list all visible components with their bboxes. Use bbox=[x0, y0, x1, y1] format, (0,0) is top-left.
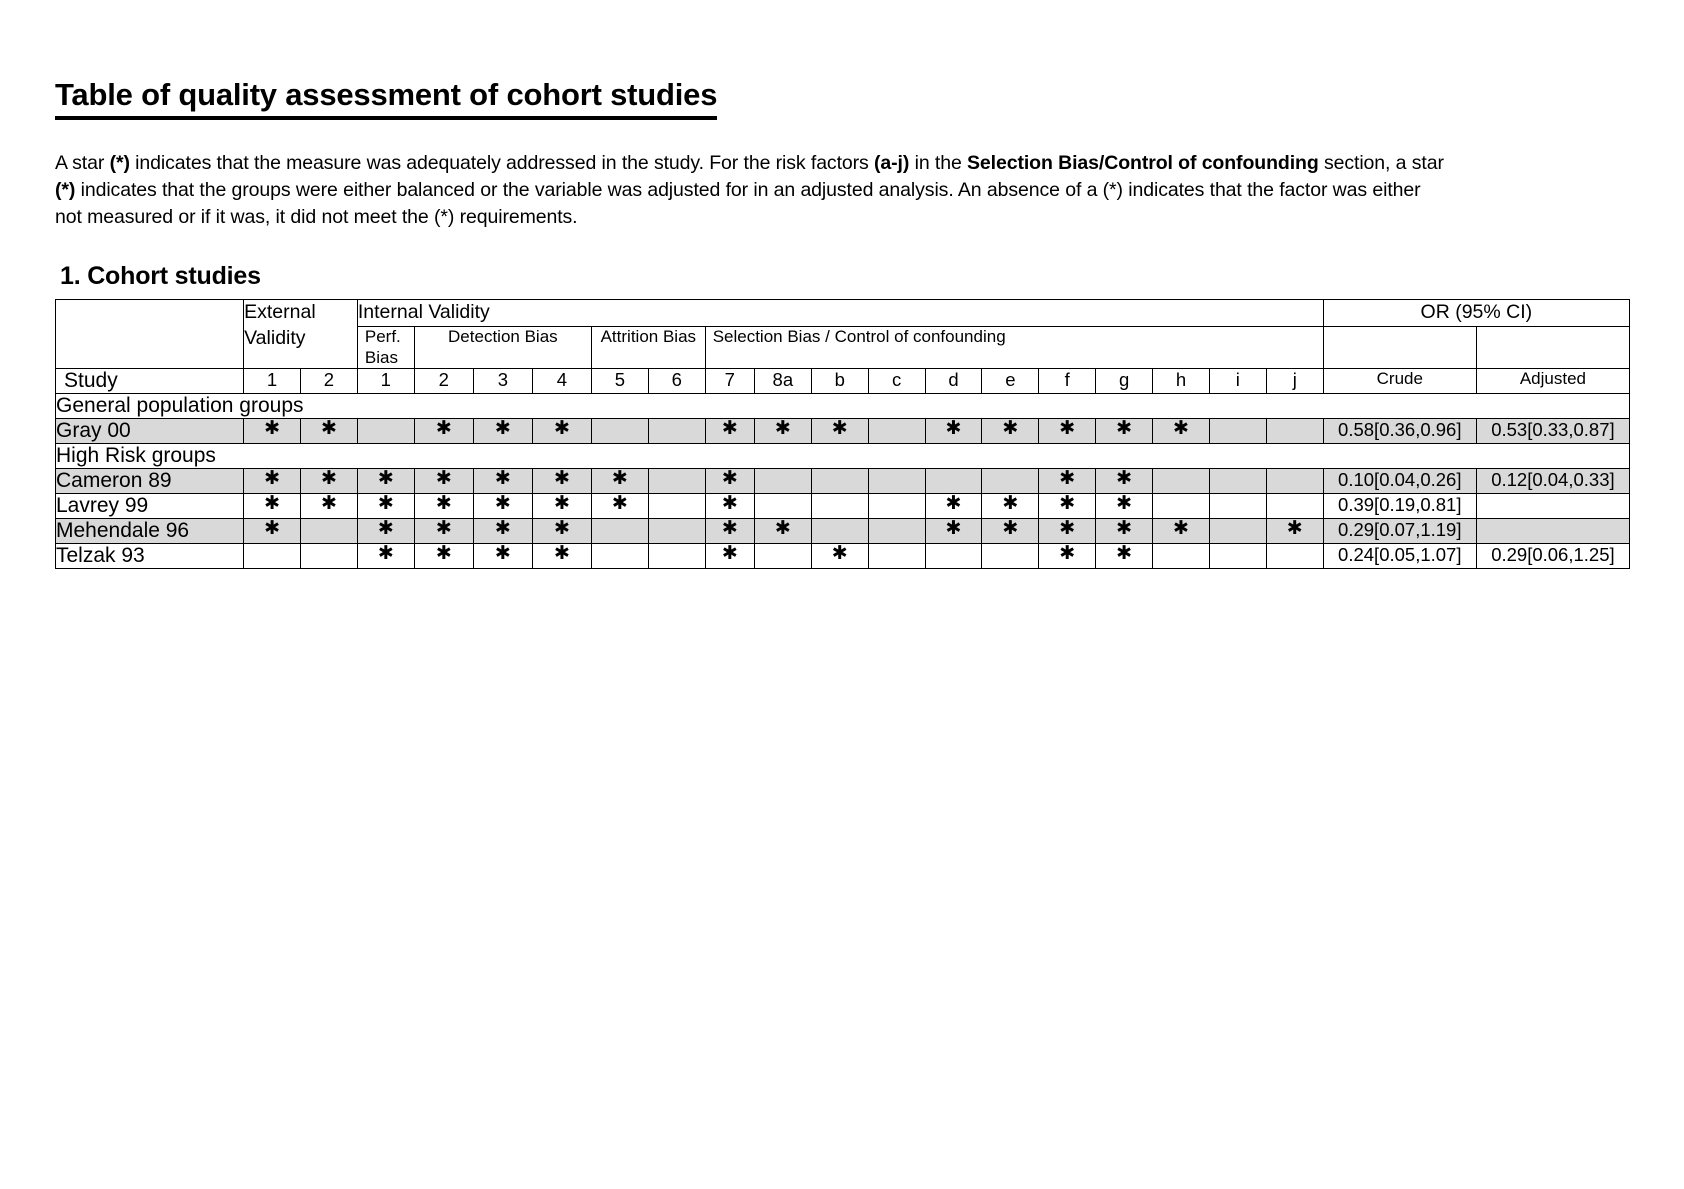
star-cell-sel-h bbox=[1153, 468, 1210, 493]
section-title: 1. Cohort studies bbox=[60, 262, 261, 291]
intro-run-2: indicates that the measure was adequately addressed in the study. For the risk factors bbox=[129, 151, 875, 174]
star-cell-sel-d bbox=[925, 543, 982, 568]
header-key-ext-2: 2 bbox=[301, 368, 358, 393]
star-cell-sel-8a: ✱ bbox=[754, 518, 811, 543]
star-cell-det-2: ✱ bbox=[414, 493, 473, 518]
star-cell-attr-6 bbox=[648, 468, 705, 493]
star-cell-attr-6 bbox=[648, 493, 705, 518]
star-cell-sel-d: ✱ bbox=[925, 518, 982, 543]
header-detection-bias: Detection Bias bbox=[414, 327, 591, 369]
star-cell-ext-2 bbox=[301, 543, 358, 568]
star-cell-sel-d: ✱ bbox=[925, 493, 982, 518]
star-cell-sel-j: ✱ bbox=[1266, 518, 1323, 543]
star-cell-sel-c bbox=[868, 543, 925, 568]
star-cell-det-3: ✱ bbox=[473, 468, 532, 493]
table-row bbox=[56, 518, 1630, 543]
star-cell-sel-e: ✱ bbox=[982, 493, 1039, 518]
star-cell-ext-1: ✱ bbox=[244, 468, 301, 493]
star-cell-ext-1: ✱ bbox=[244, 418, 301, 443]
intro-run-0: A star bbox=[55, 151, 110, 174]
star-cell-sel-e bbox=[982, 468, 1039, 493]
star-cell-sel-e: ✱ bbox=[982, 518, 1039, 543]
star-cell-sel-c bbox=[868, 493, 925, 518]
header-key-adjusted: Adjusted bbox=[1476, 368, 1629, 393]
star-cell-perf-1: ✱ bbox=[357, 493, 414, 518]
star-cell-det-2: ✱ bbox=[414, 468, 473, 493]
intro-run-5: Selection Bias/Control of confounding bbox=[967, 151, 1319, 174]
star-cell-sel-c bbox=[868, 418, 925, 443]
star-cell-attr-5 bbox=[591, 518, 648, 543]
star-cell-sel-b bbox=[811, 518, 868, 543]
group-label: High Risk groups bbox=[56, 443, 1630, 468]
star-cell-sel-i bbox=[1209, 468, 1266, 493]
intro-run-6: section, a star bbox=[1318, 151, 1444, 174]
intro-paragraph bbox=[55, 150, 1450, 231]
star-cell-det-3: ✱ bbox=[473, 543, 532, 568]
or-adjusted-cell bbox=[1476, 493, 1629, 518]
star-cell-ext-1: ✱ bbox=[244, 518, 301, 543]
star-cell-perf-1: ✱ bbox=[357, 468, 414, 493]
star-cell-sel-h: ✱ bbox=[1153, 418, 1210, 443]
header-crude-blank bbox=[1323, 327, 1476, 369]
star-cell-perf-1: ✱ bbox=[357, 543, 414, 568]
star-cell-attr-5: ✱ bbox=[591, 493, 648, 518]
star-cell-det-4: ✱ bbox=[532, 518, 591, 543]
star-cell-sel-i bbox=[1209, 418, 1266, 443]
page-title: Table of quality assessment of cohort studies bbox=[55, 78, 717, 120]
star-cell-sel-g: ✱ bbox=[1096, 418, 1153, 443]
star-cell-sel-j bbox=[1266, 493, 1323, 518]
star-cell-ext-1: ✱ bbox=[244, 493, 301, 518]
star-cell-det-2: ✱ bbox=[414, 518, 473, 543]
star-cell-sel-d bbox=[925, 468, 982, 493]
star-cell-perf-1: ✱ bbox=[357, 518, 414, 543]
header-key-det-3: 3 bbox=[473, 368, 532, 393]
star-cell-sel-h: ✱ bbox=[1153, 518, 1210, 543]
intro-run-3: (a-j) bbox=[874, 151, 910, 174]
header-key-sel-d: d bbox=[925, 368, 982, 393]
header-key-ext-1: 1 bbox=[244, 368, 301, 393]
header-row-top bbox=[56, 300, 1630, 327]
intro-run-4: in the bbox=[909, 151, 968, 174]
header-key-sel-8a: 8a bbox=[754, 368, 811, 393]
star-cell-sel-j bbox=[1266, 468, 1323, 493]
star-cell-det-2: ✱ bbox=[414, 543, 473, 568]
header-key-det-4: 4 bbox=[532, 368, 591, 393]
header-external-validity: External Validity bbox=[244, 300, 358, 369]
header-key-crude: Crude bbox=[1323, 368, 1476, 393]
star-cell-sel-f: ✱ bbox=[1039, 518, 1096, 543]
star-cell-sel-b bbox=[811, 493, 868, 518]
study-name-cell: Lavrey 99 bbox=[56, 493, 244, 518]
or-crude-cell: 0.39[0.19,0.81] bbox=[1323, 493, 1476, 518]
header-internal-validity: Internal Validity bbox=[357, 300, 1323, 327]
corner-blank-cell bbox=[56, 300, 244, 369]
header-row-keys bbox=[56, 368, 1630, 393]
group-header-row bbox=[56, 393, 1630, 418]
star-cell-perf-1 bbox=[357, 418, 414, 443]
star-cell-sel-g: ✱ bbox=[1096, 518, 1153, 543]
star-cell-sel-8a: ✱ bbox=[754, 418, 811, 443]
star-cell-sel-i bbox=[1209, 543, 1266, 568]
header-selection-bias: Selection Bias / Control of confounding bbox=[705, 327, 1323, 369]
star-cell-sel-7: ✱ bbox=[705, 518, 754, 543]
or-crude-cell: 0.29[0.07,1.19] bbox=[1323, 518, 1476, 543]
star-cell-sel-b bbox=[811, 468, 868, 493]
star-cell-sel-h bbox=[1153, 493, 1210, 518]
study-name-cell: Cameron 89 bbox=[56, 468, 244, 493]
star-cell-det-4: ✱ bbox=[532, 468, 591, 493]
table-row bbox=[56, 468, 1630, 493]
star-cell-sel-f: ✱ bbox=[1039, 418, 1096, 443]
header-key-sel-7: 7 bbox=[705, 368, 754, 393]
header-key-sel-b: b bbox=[811, 368, 868, 393]
star-cell-sel-b: ✱ bbox=[811, 418, 868, 443]
study-name-cell: Gray 00 bbox=[56, 418, 244, 443]
header-key-attr-6: 6 bbox=[648, 368, 705, 393]
star-cell-sel-j bbox=[1266, 543, 1323, 568]
star-cell-ext-2: ✱ bbox=[301, 493, 358, 518]
study-name-cell: Mehendale 96 bbox=[56, 518, 244, 543]
star-cell-attr-6 bbox=[648, 418, 705, 443]
table-row bbox=[56, 418, 1630, 443]
star-cell-det-3: ✱ bbox=[473, 518, 532, 543]
study-name-cell: Telzak 93 bbox=[56, 543, 244, 568]
or-adjusted-cell: 0.12[0.04,0.33] bbox=[1476, 468, 1629, 493]
header-study-label: Study bbox=[56, 368, 244, 393]
header-attrition-bias: Attrition Bias bbox=[591, 327, 705, 369]
star-cell-sel-e: ✱ bbox=[982, 418, 1039, 443]
star-cell-sel-8a bbox=[754, 493, 811, 518]
header-perf-bias: Perf. Bias bbox=[357, 327, 414, 369]
table-row bbox=[56, 493, 1630, 518]
header-key-sel-e: e bbox=[982, 368, 1039, 393]
header-key-attr-5: 5 bbox=[591, 368, 648, 393]
star-cell-attr-5: ✱ bbox=[591, 468, 648, 493]
header-key-sel-j: j bbox=[1266, 368, 1323, 393]
header-key-sel-c: c bbox=[868, 368, 925, 393]
star-cell-attr-6 bbox=[648, 543, 705, 568]
or-adjusted-cell: 0.29[0.06,1.25] bbox=[1476, 543, 1629, 568]
star-cell-attr-5 bbox=[591, 418, 648, 443]
star-cell-sel-f: ✱ bbox=[1039, 543, 1096, 568]
star-cell-sel-i bbox=[1209, 493, 1266, 518]
star-cell-sel-f: ✱ bbox=[1039, 493, 1096, 518]
table-row bbox=[56, 543, 1630, 568]
intro-run-8: indicates that the groups were either balanced or the variable was adjusted for in an adjusted analysis. An absence of a (*) indicates that the factor was either not measured or if it was, it did not meet the (*) requirements. bbox=[55, 178, 1421, 228]
star-cell-det-4: ✱ bbox=[532, 418, 591, 443]
or-adjusted-cell bbox=[1476, 518, 1629, 543]
star-cell-ext-2: ✱ bbox=[301, 468, 358, 493]
star-cell-sel-g: ✱ bbox=[1096, 468, 1153, 493]
star-cell-sel-b: ✱ bbox=[811, 543, 868, 568]
star-cell-ext-2: ✱ bbox=[301, 418, 358, 443]
or-crude-cell: 0.24[0.05,1.07] bbox=[1323, 543, 1476, 568]
star-cell-ext-2 bbox=[301, 518, 358, 543]
star-cell-attr-5 bbox=[591, 543, 648, 568]
group-header-row bbox=[56, 443, 1630, 468]
star-cell-sel-7: ✱ bbox=[705, 418, 754, 443]
star-cell-sel-8a bbox=[754, 543, 811, 568]
star-cell-sel-c bbox=[868, 468, 925, 493]
header-or-ci: OR (95% CI) bbox=[1323, 300, 1629, 327]
star-cell-det-4: ✱ bbox=[532, 493, 591, 518]
intro-run-7: (*) bbox=[55, 178, 76, 201]
star-cell-det-2: ✱ bbox=[414, 418, 473, 443]
header-key-perf-1: 1 bbox=[357, 368, 414, 393]
star-cell-sel-g: ✱ bbox=[1096, 493, 1153, 518]
star-cell-sel-e bbox=[982, 543, 1039, 568]
star-cell-sel-7: ✱ bbox=[705, 493, 754, 518]
header-key-det-2: 2 bbox=[414, 368, 473, 393]
quality-assessment-table bbox=[55, 299, 1630, 569]
star-cell-sel-j bbox=[1266, 418, 1323, 443]
star-cell-sel-d: ✱ bbox=[925, 418, 982, 443]
header-key-sel-i: i bbox=[1209, 368, 1266, 393]
star-cell-sel-i bbox=[1209, 518, 1266, 543]
header-key-sel-f: f bbox=[1039, 368, 1096, 393]
star-cell-sel-h bbox=[1153, 543, 1210, 568]
header-key-sel-h: h bbox=[1153, 368, 1210, 393]
star-cell-attr-6 bbox=[648, 518, 705, 543]
header-key-sel-g: g bbox=[1096, 368, 1153, 393]
star-cell-sel-f: ✱ bbox=[1039, 468, 1096, 493]
star-cell-det-4: ✱ bbox=[532, 543, 591, 568]
or-crude-cell: 0.58[0.36,0.96] bbox=[1323, 418, 1476, 443]
or-adjusted-cell: 0.53[0.33,0.87] bbox=[1476, 418, 1629, 443]
star-cell-det-3: ✱ bbox=[473, 493, 532, 518]
group-label: General population groups bbox=[56, 393, 1630, 418]
header-adjusted-blank bbox=[1476, 327, 1629, 369]
star-cell-ext-1 bbox=[244, 543, 301, 568]
star-cell-sel-c bbox=[868, 518, 925, 543]
star-cell-sel-g: ✱ bbox=[1096, 543, 1153, 568]
star-cell-det-3: ✱ bbox=[473, 418, 532, 443]
star-cell-sel-7: ✱ bbox=[705, 468, 754, 493]
intro-run-1: (*) bbox=[109, 151, 130, 174]
star-cell-sel-7: ✱ bbox=[705, 543, 754, 568]
star-cell-sel-8a bbox=[754, 468, 811, 493]
or-crude-cell: 0.10[0.04,0.26] bbox=[1323, 468, 1476, 493]
